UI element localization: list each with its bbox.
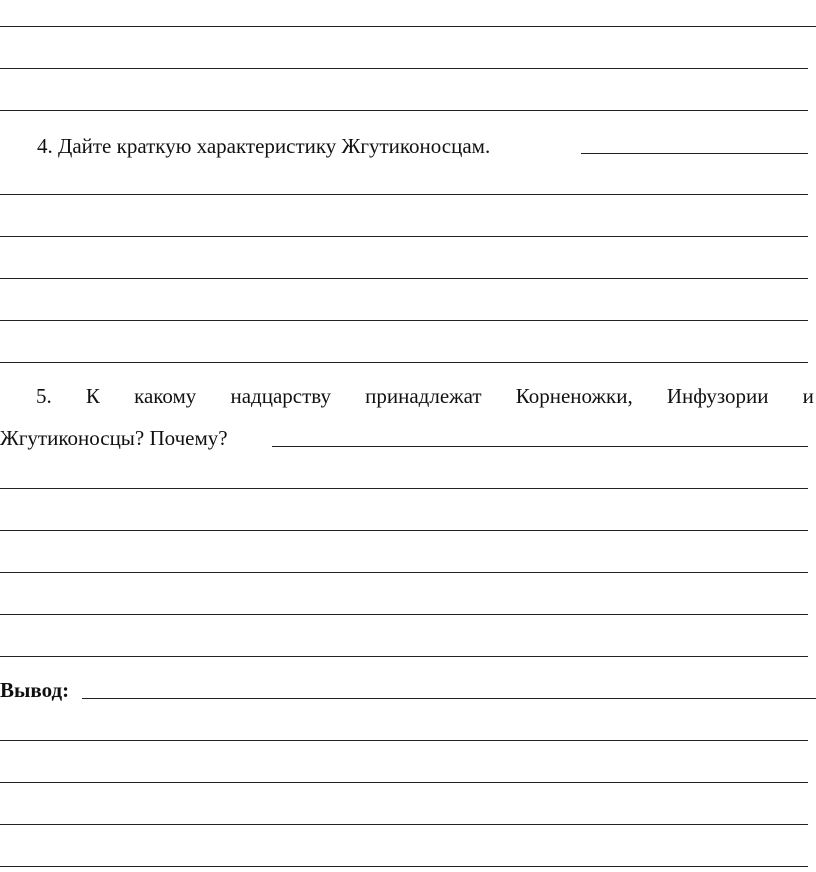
answer-line[interactable] <box>581 153 808 154</box>
question-5-word: Корненожки, <box>515 384 633 408</box>
question-5-word: и <box>802 384 814 408</box>
question-5-word: принадлежат <box>365 384 482 408</box>
answer-line[interactable] <box>0 782 808 783</box>
answer-line[interactable] <box>0 362 808 363</box>
question-5-word: 5. <box>36 384 52 408</box>
question-5-word: надцарству <box>230 384 331 408</box>
answer-line[interactable] <box>0 194 808 195</box>
answer-line[interactable] <box>0 68 808 69</box>
answer-line[interactable] <box>0 26 816 27</box>
question-5-word: Инфузории <box>666 384 769 408</box>
answer-line[interactable] <box>0 866 808 867</box>
answer-line[interactable] <box>0 488 808 489</box>
answer-line[interactable] <box>0 572 808 573</box>
answer-line[interactable] <box>0 740 808 741</box>
answer-line[interactable] <box>0 320 808 321</box>
conclusion-label <box>0 677 69 703</box>
question-5-line-1 <box>0 383 816 409</box>
answer-line[interactable] <box>0 656 808 657</box>
question-5-word: К <box>85 384 100 408</box>
question-5-line-2: Жгутиконосцы? Почему? <box>0 426 228 450</box>
question-5-word: какому <box>134 384 197 408</box>
conclusion-label-text: Вывод: <box>0 678 70 702</box>
answer-line[interactable] <box>0 236 808 237</box>
answer-line[interactable] <box>0 614 808 615</box>
answer-line[interactable] <box>0 278 808 279</box>
answer-line[interactable] <box>82 698 816 699</box>
answer-line[interactable] <box>0 824 808 825</box>
question-4-text: 4. Дайте краткую характеристику Жгутиконосцам. <box>37 134 491 158</box>
answer-line[interactable] <box>0 110 808 111</box>
answer-line[interactable] <box>272 446 808 447</box>
answer-line[interactable] <box>0 530 808 531</box>
